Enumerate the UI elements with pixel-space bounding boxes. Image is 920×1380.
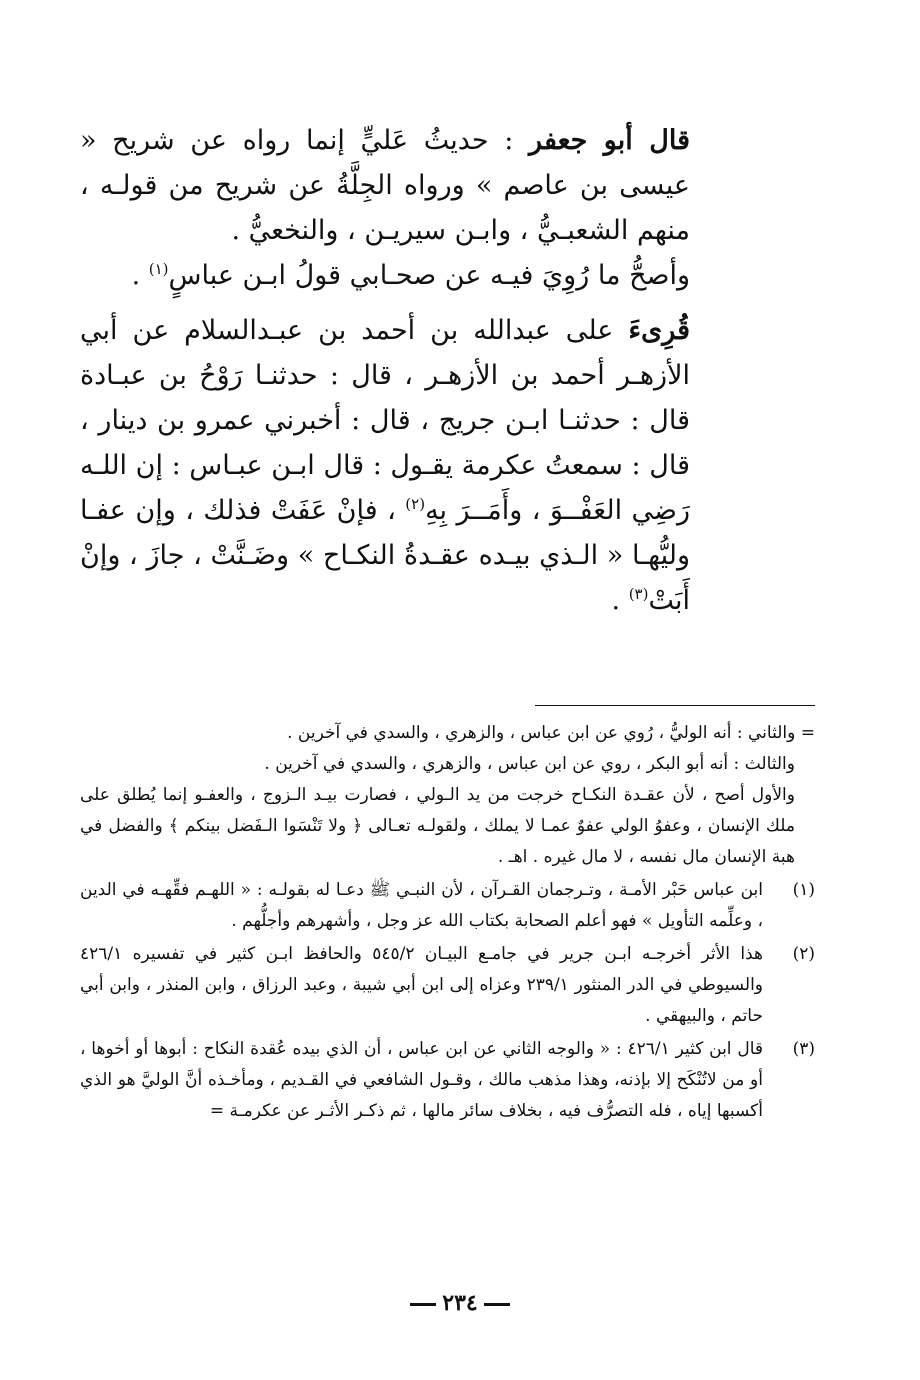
main-text (80, 118, 730, 623)
page-number (0, 1290, 920, 1316)
footnote-2-number: (٢) (792, 944, 815, 964)
footnotes (80, 718, 815, 1127)
footnote-continuation-2: والثالث : أنه أبو البكر ، روي عن ابن عباس ، والزهري ، والسدي في آخرين . (264, 754, 795, 774)
footnote-1 (80, 875, 815, 937)
paragraph-3 (80, 308, 730, 623)
paragraph-1-lead: قال أبو جعفر (529, 125, 690, 156)
paragraph-2-text: وأصحُّ ما رُوِيَ فيـه عن صحـابي قولُ ابـن عباسٍ (168, 260, 690, 291)
footnote-divider (535, 705, 815, 706)
footnote-2-text: هذا الأثر أخرجـه ابـن جرير في جامـع البيـان ٥٤٥/٢ والحافظ ابـن كثير في تفسيره ٤٢٦/١ والسيوطي في الدر المنثور ٢٣٩/١ وعزاه إلى ابن أبي شيبة ، وعبد الرزاق ، وابن المنذر ، وابن أبي حاتم ، والبيهقي . (80, 944, 763, 1026)
paragraph-3-end: . (611, 585, 629, 616)
footnote-continuation-1: = والثاني : أنه الوليُّ ، رُوي عن ابن عباس ، والزهري ، والسدي في آخرين . (287, 723, 815, 743)
page-number-dash (410, 1303, 436, 1306)
footnote-2 (80, 939, 815, 1032)
paragraph-2 (80, 253, 730, 298)
footnote-ref-1[interactable]: (١) (148, 260, 169, 278)
footnote-3-text: قال ابن كثير ٤٢٦/١ : « والوجه الثاني عن ابن عباس ، أن الذي بيده عُقدة النكاح : أبوها أو أخوها ، أو من لاتُنْكَح إلا بإذنه، وهذا مذهب مالك ، وقـول الشافعي في القـديم ، ومأخـذه أنَّ الوليَّ هو الذي أكسبها إياه ، فله التصرُّف فيه ، بخلاف سائر مالها ، ثم ذكـر الأثـر عن عكرمـة = (80, 1039, 763, 1121)
paragraph-1-text: : حديثُ عَليٍّ إنما رواه عن شريح « عيسى بن عاصم » ورواه الجِلَّةُ عن شريح من قولـه ، منهم الشعبـيُّ ، وابـن سيريـن ، والنخعيُّ . (80, 125, 690, 246)
footnote-1-number: (١) (792, 880, 815, 900)
paragraph-3-lead: قُرِىءَ (628, 315, 690, 346)
paragraph-2-end: . (131, 260, 149, 291)
footnote-3 (80, 1034, 815, 1127)
paragraph-1 (80, 118, 730, 253)
footnote-3-number: (٣) (792, 1039, 815, 1059)
footnote-ref-2[interactable]: (٢) (405, 495, 426, 513)
page-number-dash (484, 1303, 510, 1306)
footnote-continuation-3: والأول أصح ، لأن عقـدة النكـاح خرجت من يد الـولي ، فصارت بيـد الـزوج ، والعفـو إنما يُطلق على ملك الإنسان ، وعفوُ الولي عفوٌ عمـا لا يملك ، ولقولـه تعـالى ﴿ ولا تَنْسَوا الـفَضل بينكم ﴾ والفضل في هبة الإنسان مال نفسه ، لا مال غيره . اهـ . (80, 785, 795, 867)
footnote-ref-3[interactable]: (٣) (628, 585, 649, 603)
paragraph-3-text-a: على عبدالله بن أحمد بن عبـدالسلام عن أبي الأزهـر أحمد بن الأزهـر ، قال : حدثنـا رَوْحُ بن عبـادة قال : حدثنـا ابـن جريج ، قال : أخبرني عمرو بن دينار ، قال : سمعتُ عكرمة يقـول : قال ابـن عبـاس : إن اللـه رَضِي العَفْــوَ ، وأَمَــرَ بِهِ (80, 315, 691, 526)
footnote-1-text: ابن عباس حَبْر الأمـة ، وتـرجمان القـرآن ، لأن النبـي ﷺ دعـا له بقولـه : « اللهـم فقِّهـه في الدين ، وعلِّمه التأويل » فهو أعلم الصحابة بكتاب الله عز وجل ، وأشهرهم وأجلُّهم . (80, 880, 763, 931)
paragraph-3-text-b: ، فإنْ عَفَتْ فذلك ، وإن عفـا وليُّهـا « الـذي بيـده عقـدةُ النكـاح » وضَـنَّتْ ، جازَ ، وإنْ أَبَتْ (80, 495, 690, 616)
page-number-value: ٢٣٤ (442, 1290, 478, 1316)
